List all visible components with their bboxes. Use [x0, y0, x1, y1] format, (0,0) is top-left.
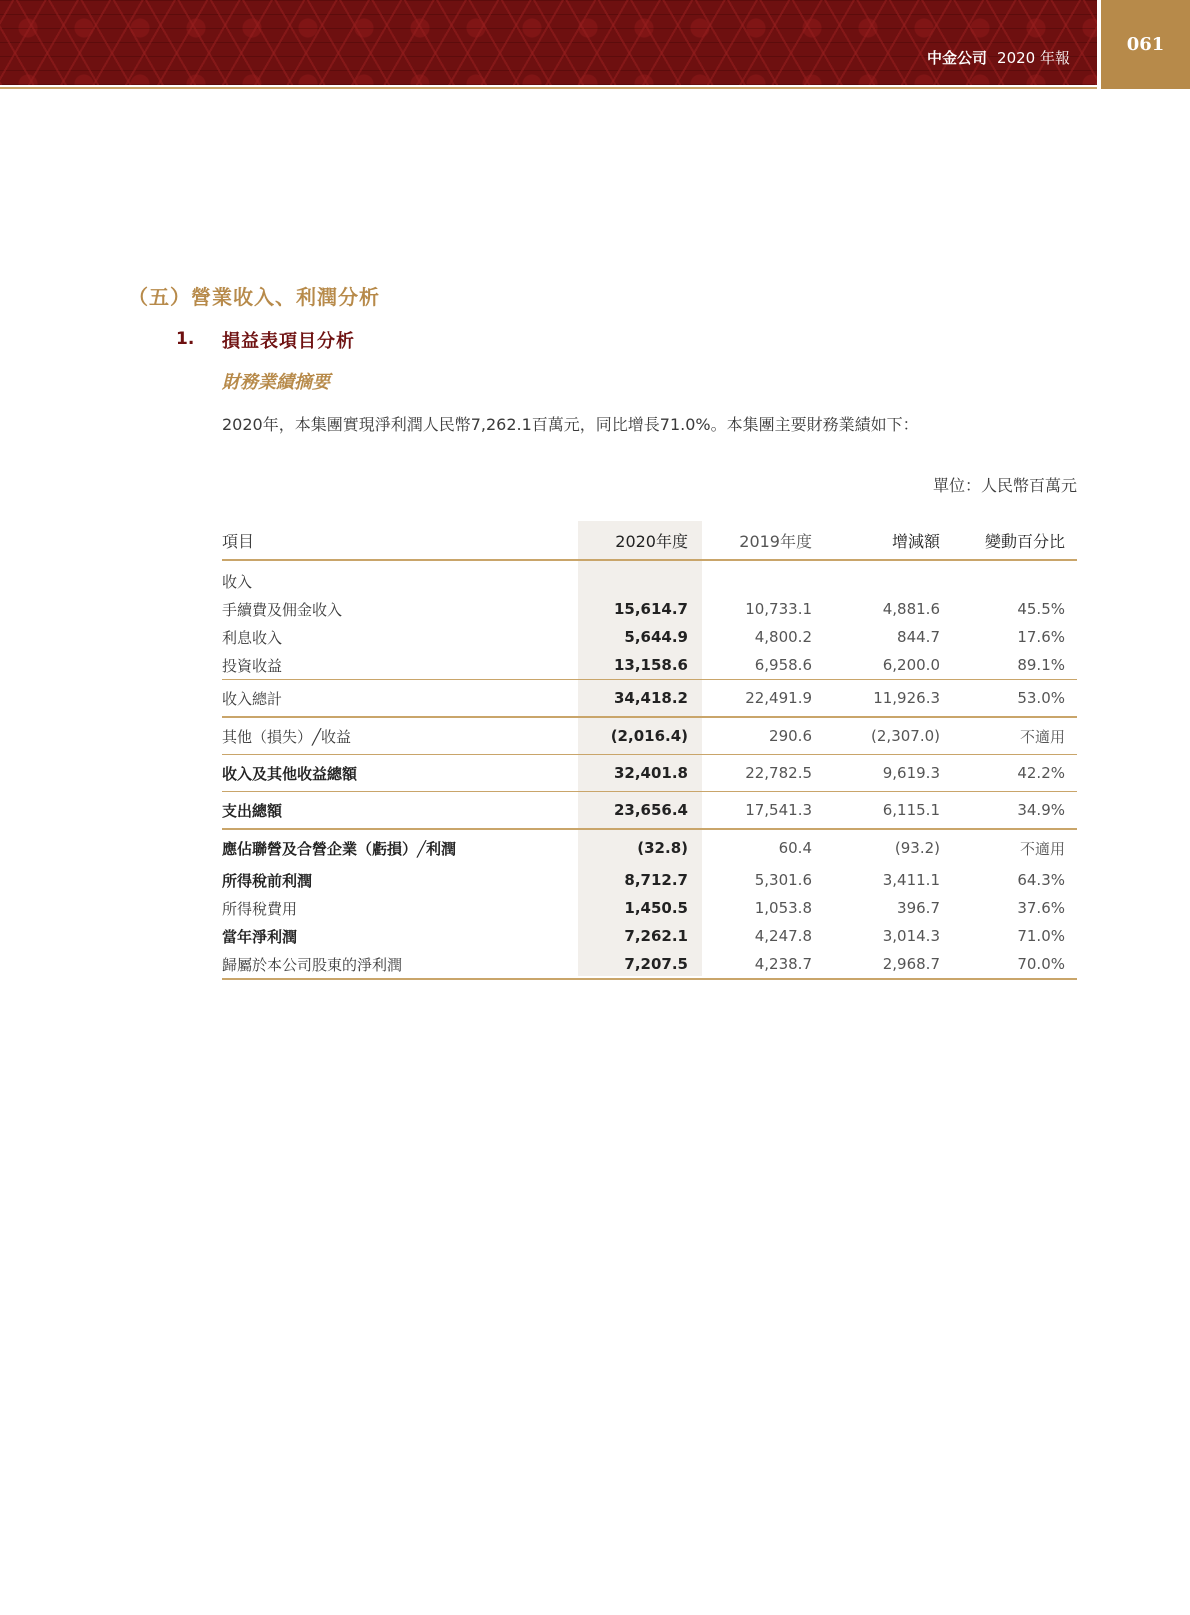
subsection-number: 1. — [176, 329, 195, 349]
value-percent: 17.6% — [1017, 628, 1065, 646]
value-2019: 4,247.8 — [754, 927, 812, 945]
table-row — [222, 717, 1077, 755]
summary-title: 財務業績摘要 — [222, 372, 330, 393]
value-2020: 32,401.8 — [578, 755, 702, 792]
row-label: 利息收入 — [222, 628, 283, 647]
value-2020: (2,016.4) — [578, 717, 702, 755]
value-change: (93.2) — [826, 829, 950, 866]
financial-summary-table-wrap — [222, 521, 1077, 980]
value-2020: 1,450.5 — [624, 899, 688, 917]
value-2019: 4,238.7 — [702, 950, 826, 979]
table-row — [222, 866, 1077, 894]
financial-summary-table — [222, 521, 1077, 980]
value-percent — [950, 567, 1077, 595]
report-header — [927, 47, 1070, 68]
value-change: 844.7 — [897, 628, 940, 646]
value-change: 4,881.6 — [882, 600, 940, 618]
value-2019: 290.6 — [702, 717, 826, 755]
value-2020: 7,262.1 — [624, 927, 688, 945]
table-row — [222, 829, 1077, 866]
value-2020: 15,614.7 — [613, 600, 688, 618]
company-name: 中金公司 — [927, 49, 988, 67]
value-percent: 不適用 — [950, 829, 1077, 866]
row-label: 所得稅費用 — [222, 899, 298, 918]
row-label: 歸屬於本公司股東的淨利潤 — [222, 950, 578, 979]
value-percent: 53.0% — [950, 680, 1077, 718]
row-label: 投資收益 — [222, 656, 283, 675]
value-percent: 45.5% — [1017, 600, 1065, 618]
row-label: 其他（損失）╱收益 — [222, 717, 578, 755]
value-2019: 17,541.3 — [702, 792, 826, 830]
value-change — [826, 567, 950, 595]
value-change: 2,968.7 — [826, 950, 950, 979]
table-row — [222, 595, 1077, 623]
table-row — [222, 623, 1077, 651]
value-2019: 6,958.6 — [754, 656, 812, 674]
row-label: 收入總計 — [222, 680, 578, 718]
table-header-row — [222, 521, 1077, 560]
table-row — [222, 755, 1077, 792]
page-number: 061 — [1126, 34, 1165, 55]
row-label: 支出總額 — [222, 792, 578, 830]
header-banner — [0, 0, 1097, 85]
value-change: 11,926.3 — [826, 680, 950, 718]
header-2020: 2020年度 — [578, 521, 702, 560]
value-2020 — [578, 567, 702, 595]
table-row — [222, 651, 1077, 680]
header-item: 項目 — [222, 521, 578, 560]
value-2019: 5,301.6 — [754, 871, 812, 889]
table-row — [222, 922, 1077, 950]
table-row — [222, 894, 1077, 922]
value-2019: 10,733.1 — [745, 600, 812, 618]
value-change: 3,411.1 — [882, 871, 940, 889]
spacer-row — [222, 560, 1077, 567]
page-number-tab — [1101, 0, 1190, 89]
row-label: 應佔聯營及合營企業（虧損）╱利潤 — [222, 829, 578, 866]
value-2020: 23,656.4 — [578, 792, 702, 830]
row-label: 所得稅前利潤 — [222, 871, 313, 890]
value-2020: 34,418.2 — [578, 680, 702, 718]
value-2020: 13,158.6 — [613, 656, 688, 674]
value-percent: 不適用 — [950, 717, 1077, 755]
value-change: 9,619.3 — [826, 755, 950, 792]
unit-note: 單位：人民幣百萬元 — [932, 476, 1077, 495]
row-label: 收入 — [222, 572, 253, 591]
subsection-title: 損益表項目分析 — [222, 331, 355, 352]
row-label: 收入及其他收益總額 — [222, 755, 578, 792]
value-2019: 60.4 — [702, 829, 826, 866]
header-rule — [0, 87, 1097, 89]
report-title: 2020 年報 — [997, 49, 1070, 67]
value-change: (2,307.0) — [826, 717, 950, 755]
value-change: 6,200.0 — [882, 656, 940, 674]
value-percent: 37.6% — [1017, 899, 1065, 917]
value-2020: (32.8) — [578, 829, 702, 866]
value-change: 396.7 — [897, 899, 940, 917]
value-percent: 89.1% — [1017, 656, 1065, 674]
value-2020: 5,644.9 — [624, 628, 688, 646]
value-percent: 64.3% — [1017, 871, 1065, 889]
intro-paragraph: 2020年，本集團實現淨利潤人民幣7,262.1百萬元，同比增長71.0%。本集團主要財務業績如下： — [222, 415, 919, 434]
table-row — [222, 950, 1077, 979]
header-percent: 變動百分比 — [950, 521, 1077, 560]
table-row — [222, 567, 1077, 595]
row-label: 手續費及佣金收入 — [222, 600, 343, 619]
header-change: 增減額 — [826, 521, 950, 560]
header-2019: 2019年度 — [702, 521, 826, 560]
value-percent: 71.0% — [1017, 927, 1065, 945]
value-2019: 1,053.8 — [754, 899, 812, 917]
row-label: 當年淨利潤 — [222, 927, 298, 946]
value-2020: 8,712.7 — [624, 871, 688, 889]
value-2020: 7,207.5 — [578, 950, 702, 979]
value-change: 6,115.1 — [826, 792, 950, 830]
value-percent: 70.0% — [950, 950, 1077, 979]
value-2019: 22,782.5 — [702, 755, 826, 792]
table-row — [222, 792, 1077, 830]
value-2019: 4,800.2 — [754, 628, 812, 646]
section-title: （五）營業收入、利潤分析 — [128, 285, 380, 309]
value-2019: 22,491.9 — [702, 680, 826, 718]
value-change: 3,014.3 — [882, 927, 940, 945]
value-2019 — [702, 567, 826, 595]
value-percent: 42.2% — [950, 755, 1077, 792]
table-row — [222, 680, 1077, 718]
value-percent: 34.9% — [950, 792, 1077, 830]
